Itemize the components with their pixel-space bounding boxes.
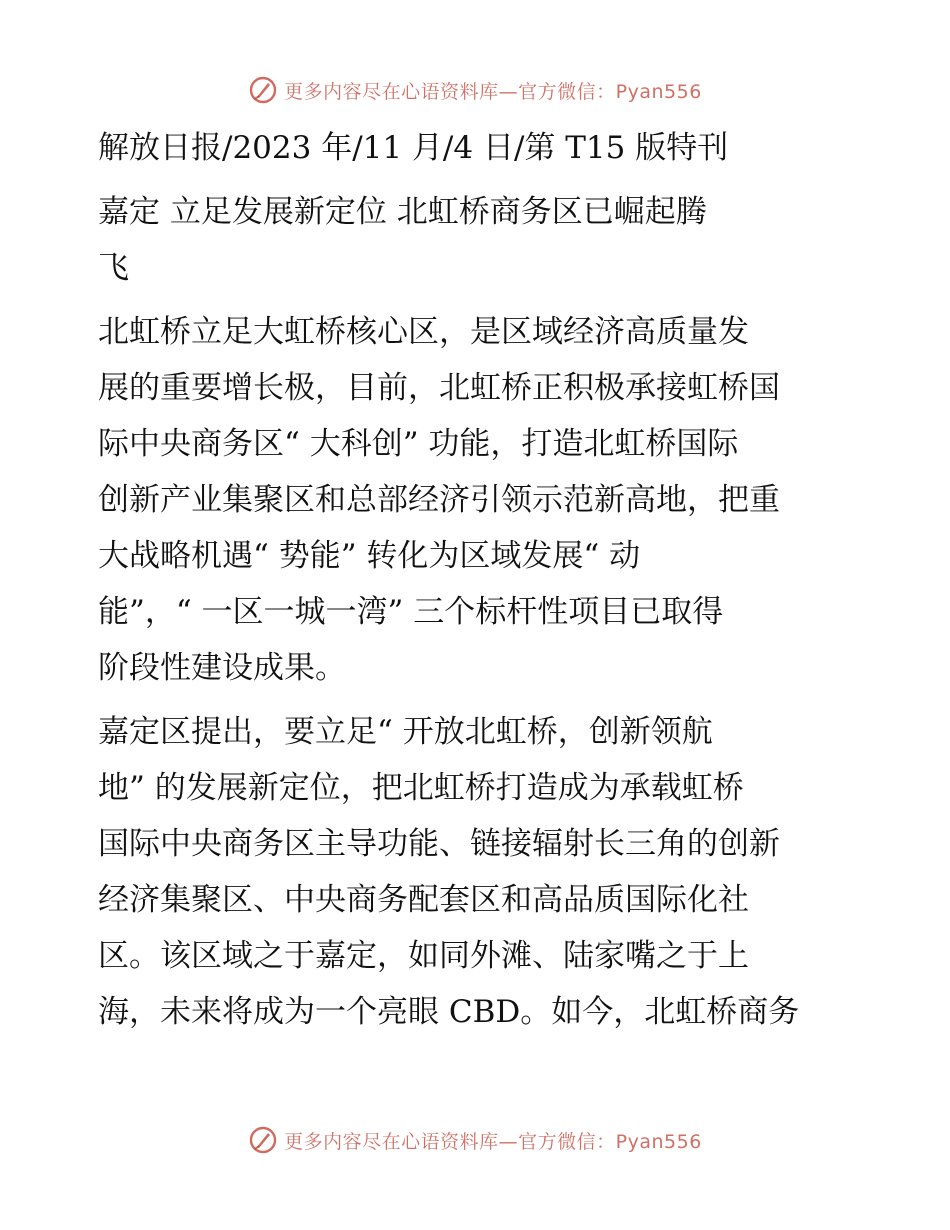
watermark-text: 更多内容尽在心语资料库—官方微信：Pyan556 [284,80,702,103]
paragraph-1 [98,304,850,696]
text-line: 地” 的发展新定位，把北虹桥打造成为承载虹桥 [98,770,744,806]
text-line: 海，未来将成为一个亮眼 CBD。如今，北虹桥商务 [98,994,800,1030]
footer-watermark [0,1120,950,1160]
text-line: 能”，“ 一区一城一湾” 三个标杆性项目已取得 [98,594,724,630]
text-line: 国际中央商务区主导功能、链接辐射长三角的创新 [98,826,780,862]
text-line: 际中央商务区“ 大科创” 功能，打造北虹桥国际 [98,426,739,462]
watermark-text: 更多内容尽在心语资料库—官方微信：Pyan556 [284,1130,702,1153]
text-line: 经济集聚区、中央商务配套区和高品质国际化社 [98,882,749,918]
title-line: 嘉定 立足发展新定位 北虹桥商务区已崛起腾 [98,194,707,230]
article-title [98,184,850,296]
text-line: 创新产业集聚区和总部经济引领示范新高地，把重 [98,482,780,518]
article-body [98,120,850,1040]
text-line: 大战略机遇“ 势能” 转化为区域发展“ 动 [98,538,641,574]
source-line: 解放日报/2023 年/11 月/4 日/第 T15 版特刊 [98,130,729,166]
quill-logo-icon [248,75,278,105]
quill-logo-icon [248,1125,278,1155]
header-watermark [0,70,950,110]
text-line: 区。该区域之于嘉定，如同外滩、陆家嘴之于上 [98,938,749,974]
text-line: 嘉定区提出，要立足“ 开放北虹桥，创新领航 [98,714,713,750]
text-line: 北虹桥立足大虹桥核心区，是区域经济高质量发 [98,314,749,350]
title-line: 飞 [98,250,129,286]
text-line: 阶段性建设成果。 [98,650,346,686]
paragraph-2 [98,704,850,1040]
text-line: 展的重要增长极，目前，北虹桥正积极承接虹桥国 [98,370,780,406]
